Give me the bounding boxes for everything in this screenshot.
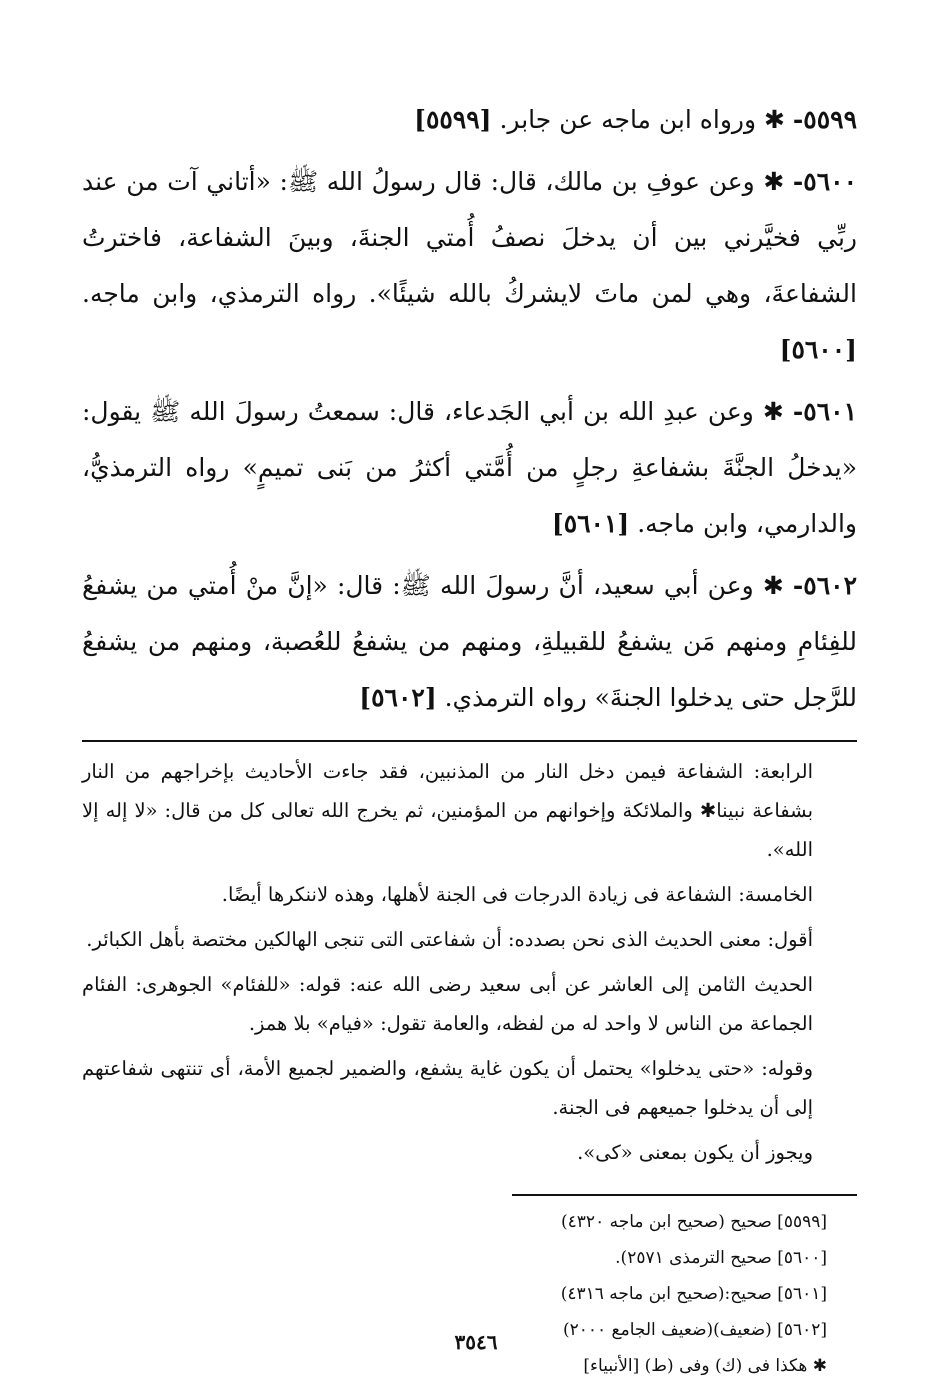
commentary-paragraph: أقول: معنى الحديث الذى نحن بصدده: أن شفاعتى التى تنجى الهالكين مختصة بأهل الكبائر. [86,928,813,951]
hadith-ref: [٥٦٠٠] [779,335,857,364]
commentary-paragraph: ويجوز أن يكون بمعنى «كى». [577,1141,813,1164]
section-divider [82,740,857,742]
hadith-ref: [٥٥٩٩] [414,105,492,134]
footnote: [٥٦٠٢] (ضعيف)(ضعيف الجامع ٢٠٠٠) [562,1320,827,1340]
hadith-text: ✱ وعن عوفِ بن مالك، قال: قال رسولُ الله ﷺ: «أتاني آت من عند ربِّي فخيَّرني بين أن يدخلَ نصفُ أُمتي الجنةَ، وبينَ الشفاعة، فاخترتُ الشفاعةَ، وهي لمن ماتَ لايشركُ بالله شيئًا». رواه الترمذي، وابن ماجه. [82,167,857,308]
footnote: [٥٦٠٠] صحيح الترمذى ٢٥٧١). [615,1248,827,1268]
footnotes [82,1204,827,1384]
hadith-number: ٥٥٩٩- [792,105,857,134]
hadith-ref: [٥٦٠١] [551,509,630,538]
hadith-text: ✱ وعن أبي سعيد، أنَّ رسولَ الله ﷺ: قال: «إنَّ منْ أُمتي من يشفعُ للفِئامِ ومنهم مَن يشفعُ للقبيلةِ، ومنهم من يشفعُ للعُصبة، ومنهم من يشفعُ للرَّجل حتى يدخلوا الجنةَ» رواه الترمذي. [82,571,857,712]
hadith-number: ٥٦٠١- [792,397,857,426]
commentary-paragraph: الرابعة: الشفاعة فيمن دخل النار من المذنبين، فقد جاءت الأحاديث بإخراجهم من النار بشفاعة نبينا✱ والملائكة وإخوانهم من المؤمنين، ثم يخرج الله تعالى كل من قال: «لا إله إلا الله». [82,760,813,861]
commentary-section [82,752,857,1172]
commentary-paragraph: وقوله: «حتى يدخلوا» يحتمل أن يكون غاية يشفع، والضمير لجميع الأمة، أى تنتهى شفاعتهم إلى أن يدخلوا جميعهم فى الجنة. [82,1057,813,1119]
hadith-5600 [82,154,857,378]
footnote: [٥٦٠١] صحيح:(صحيح ابن ماجه ٤٣١٦) [560,1284,827,1304]
hadith-5599 [82,92,857,148]
hadith-5601 [82,384,857,552]
footnote: [٥٥٩٩] صحيح (صحيح ابن ماجه ٤٣٢٠) [561,1212,827,1232]
footnotes-divider [512,1194,857,1196]
hadith-text: ✱ ورواه ابن ماجه عن جابر. [499,105,785,134]
hadith-number: ٥٦٠٢- [792,571,857,600]
hadith-number: ٥٦٠٠- [792,167,857,196]
commentary-paragraph: الخامسة: الشفاعة فى زيادة الدرجات فى الجنة لأهلها، وهذه لاننكرها أيضًا. [221,883,813,906]
hadith-5602 [82,558,857,726]
footnote: ✱ هكذا فى (ك) وفى (ط) [الأنبياء] [583,1356,827,1376]
hadith-ref: [٥٦٠٢] [359,683,437,712]
hadith-section [82,92,857,726]
page-body [82,92,857,1384]
hadith-text: ✱ وعن عبدِ الله بن أبي الجَدعاء، قال: سمعتُ رسولَ الله ﷺ يقول: «يدخلُ الجنَّةَ بشفاعةِ رجلٍ من أُمَّتي أكثرُ من بَنى تميمٍ» رواه الترمذيُّ، والدارمي، وابن ماجه. [82,397,857,538]
page-number: ٣٥٤٦ [454,1330,498,1354]
commentary-paragraph: الحديث الثامن إلى العاشر عن أبى سعيد رضى الله عنه: قوله: «للفئام» الجوهرى: الفئام الجماعة من الناس لا واحد له من لفظه، والعامة تقول: «فيام» بلا همز. [82,973,813,1035]
